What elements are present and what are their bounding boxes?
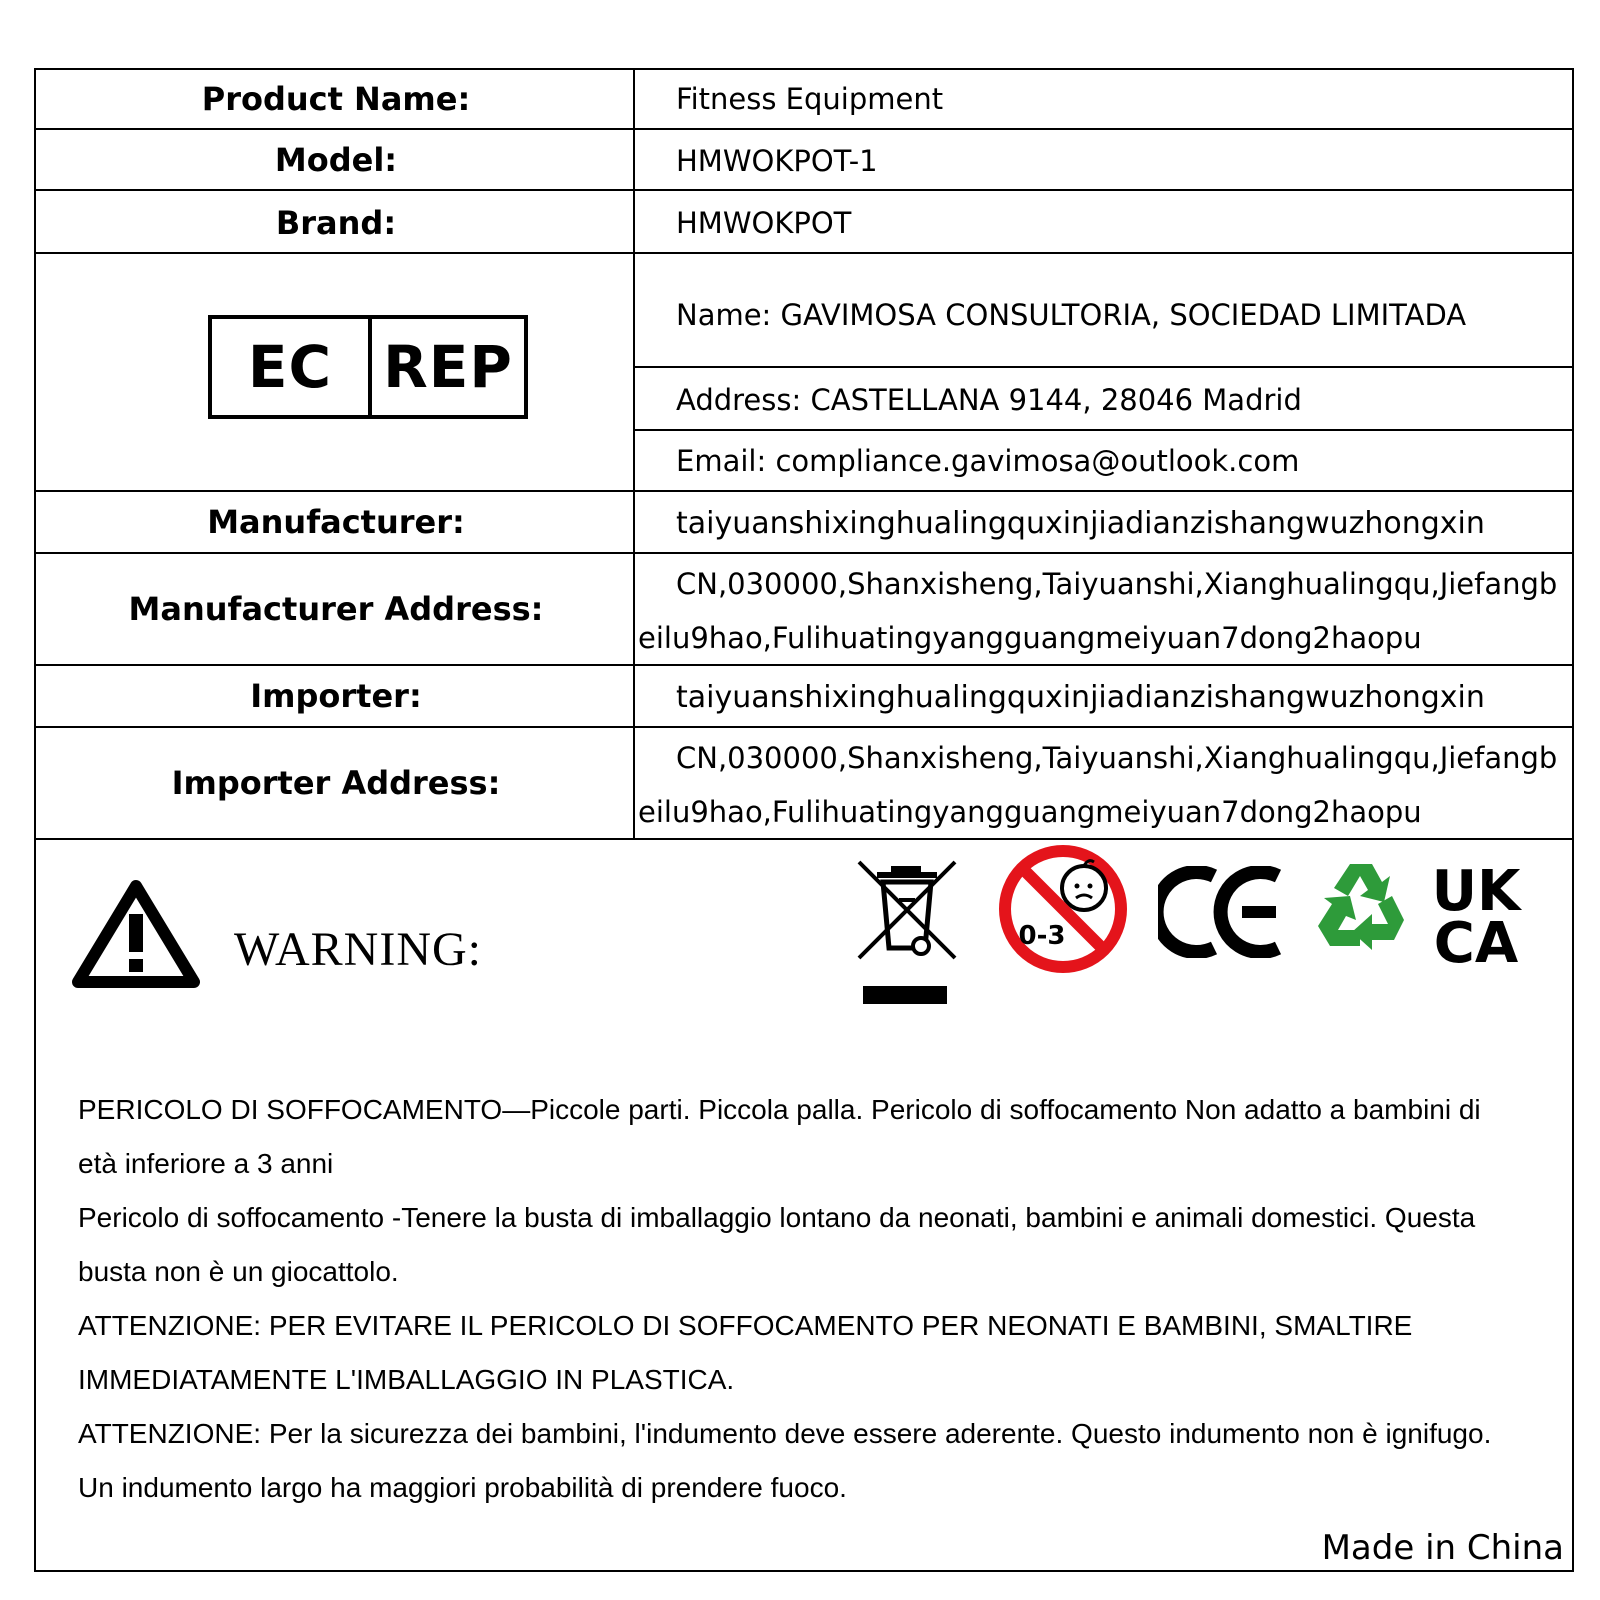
manufacturer-value: taiyuanshixinghualingquxinjiadianzishangwuzhongxin: [676, 505, 1485, 541]
ec-rep-logo-rep: REP: [383, 333, 513, 401]
manufacturer-address-label: Manufacturer Address:: [128, 590, 544, 628]
weee-bin-icon: [855, 858, 959, 1008]
importer-address-value: CN,030000,Shanxisheng,Taiyuanshi,Xianghualingqu,Jiefangbeilu9hao,Fulihuatingyangguangmeiyuan7dong2haopu: [638, 741, 1558, 829]
warning-paragraph: PERICOLO DI SOFFOCAMENTO—Piccole parti. Piccola palla. Pericolo di soffocamento Non adatto a bambini di età inferiore a 3 anni: [78, 1094, 1481, 1179]
warning-paragraph: ATTENZIONE: Per la sicurezza dei bambini, l'indumento deve essere aderente. Questo indumento non è ignifugo. Un indumento largo ha maggiori probabilità di prendere fuoco.: [78, 1418, 1492, 1503]
warning-triangle-icon: [70, 876, 202, 992]
no-under-3-age: 0-3: [1018, 921, 1066, 951]
importer-value: taiyuanshixinghualingquxinjiadianzishangwuzhongxin: [676, 679, 1485, 715]
model-label: Model:: [274, 140, 398, 179]
ukca-bottom-text: CA: [1433, 911, 1519, 968]
ec-rep-logo-ec: EC: [212, 319, 372, 415]
ec-rep-address: Address: CASTELLANA 9144, 28046 Madrid: [676, 383, 1302, 417]
importer-label: Importer:: [250, 677, 422, 715]
brand-label: Brand:: [275, 203, 397, 242]
product-name-value: Fitness Equipment: [676, 82, 944, 116]
ukca-mark-icon: [1426, 860, 1532, 968]
ec-rep-email: Email: compliance.gavimosa@outlook.com: [676, 444, 1300, 478]
recycle-icon: [1308, 856, 1414, 964]
product-name-label: Product Name:: [201, 80, 471, 118]
ukca-top-text: UK: [1431, 860, 1521, 924]
row-divider: [633, 366, 1574, 368]
brand-value: HMWOKPOT: [676, 205, 852, 240]
manufacturer-label: Manufacturer:: [207, 503, 465, 541]
importer-address-label: Importer Address:: [171, 764, 501, 802]
ce-mark-icon: [1158, 866, 1288, 958]
warning-paragraph: ATTENZIONE: PER EVITARE IL PERICOLO DI SOFFOCAMENTO PER NEONATI E BAMBINI, SMALTIRE IMMEDIATAMENTE L'IMBALLAGGIO IN PLASTICA.: [78, 1310, 1413, 1395]
warning-text: [78, 1083, 1498, 1515]
ec-rep-logo: [208, 315, 528, 419]
warning-paragraph: Pericolo di soffocamento -Tenere la busta di imballaggio lontano da neonati, bambini e animali domestici. Questa busta non è un giocattolo.: [78, 1202, 1476, 1287]
made-in-china: Made in China: [1321, 1528, 1564, 1568]
manufacturer-address-value: CN,030000,Shanxisheng,Taiyuanshi,Xianghualingqu,Jiefangbeilu9hao,Fulihuatingyangguangmeiyuan7dong2haopu: [638, 567, 1558, 655]
warning-title: WARNING:: [234, 923, 482, 976]
model-value: HMWOKPOT-1: [676, 144, 878, 178]
no-under-3-icon: [996, 842, 1130, 976]
row-divider: [34, 252, 1574, 254]
ec-rep-name: Name: GAVIMOSA CONSULTORIA, SOCIEDAD LIMITADA: [676, 298, 1467, 332]
